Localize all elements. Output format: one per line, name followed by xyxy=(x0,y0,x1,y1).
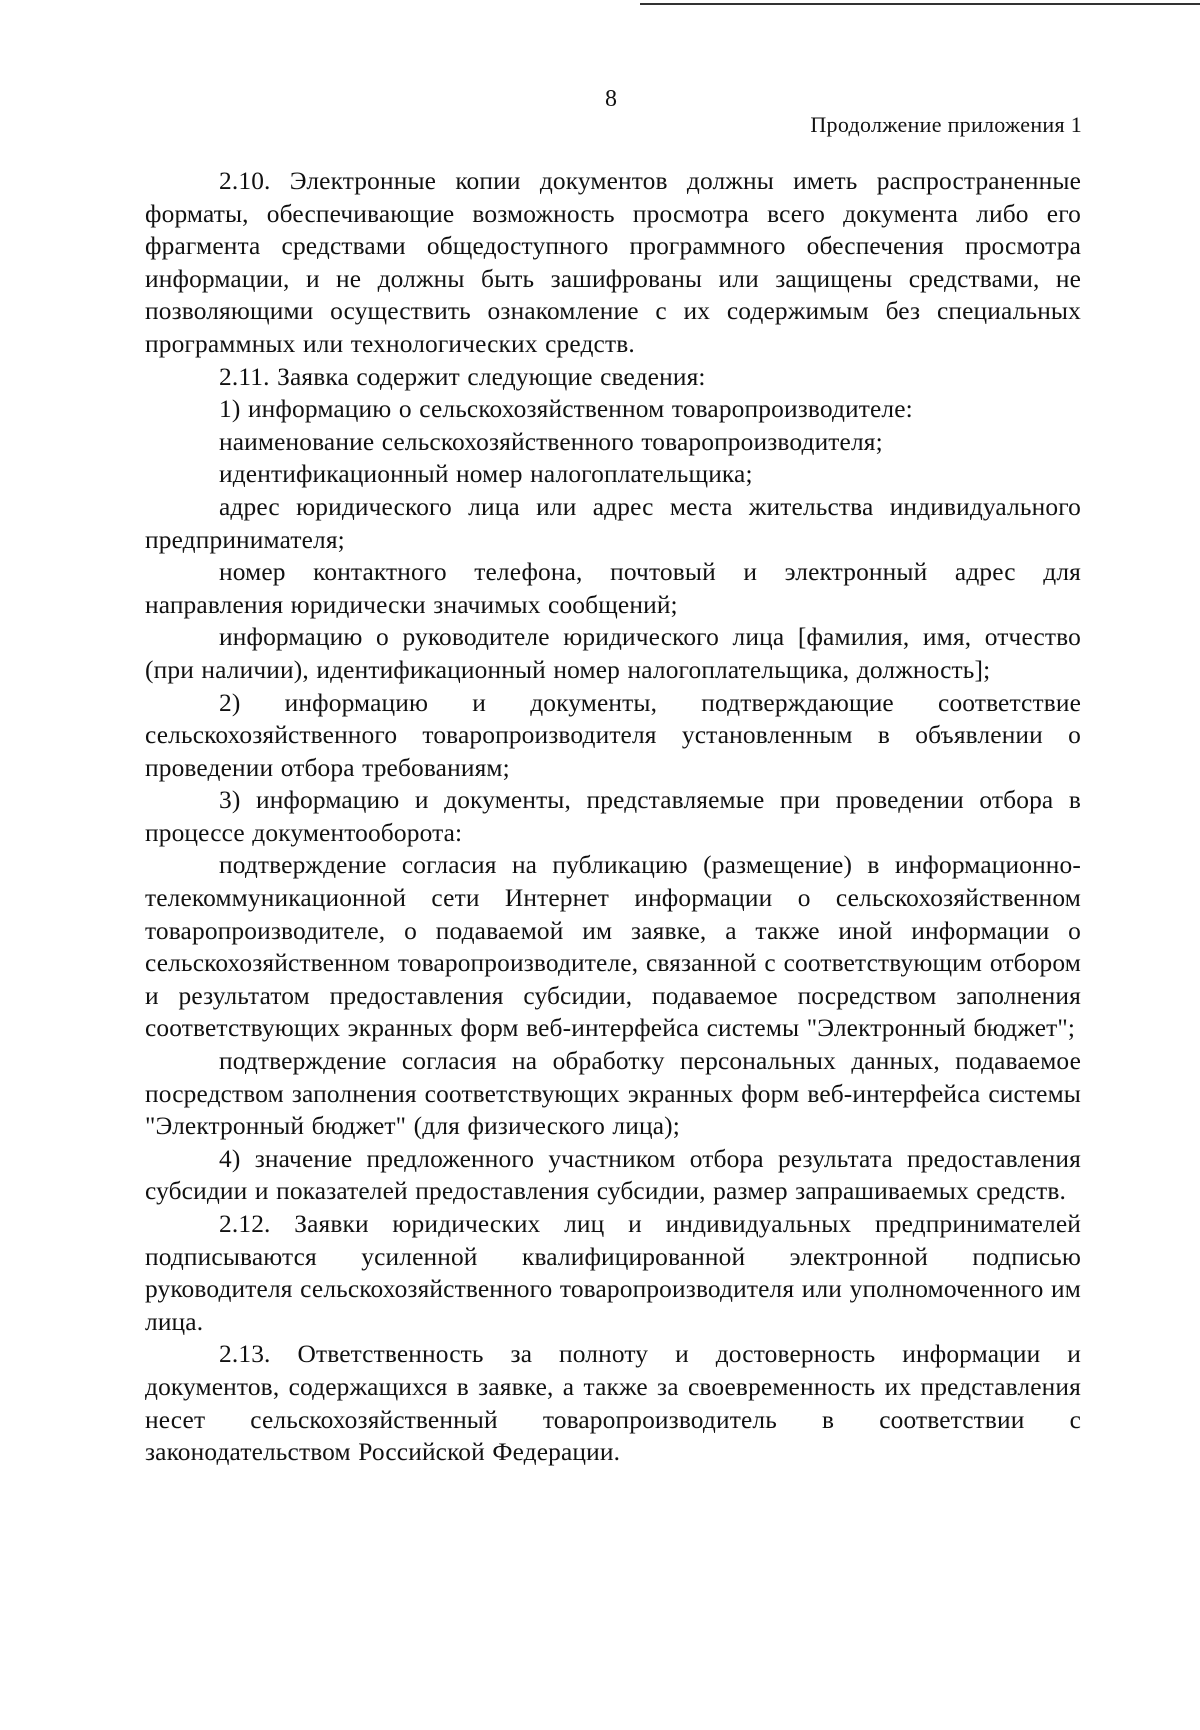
scan-edge-line xyxy=(640,3,1200,5)
sub-item-address: адрес юридического лица или адрес места жительства индивидуального предпринимателя; xyxy=(145,492,1081,554)
sub-item-name: наименование сельскохозяйственного товаропроизводителя; xyxy=(219,427,883,456)
list-item-1: 1) информацию о сельскохозяйственном товаропроизводителе: xyxy=(219,395,913,424)
sub-item-personal-data-consent: подтверждение согласия на обработку персональных данных, подаваемое посредством заполнения соответствующих экранных форм веб-интерфейса системы "Электронный бюджет" (для физического лица); xyxy=(145,1047,1081,1141)
list-item-4: 4) значение предложенного участником отбора результата предоставления субсидии и показателей предоставления субсидии, размер запрашиваемых средств. xyxy=(145,1144,1081,1206)
paragraph-2-12: 2.12. Заявки юридических лиц и индивидуальных предпринимателей подписываются усиленной квалифицированной электронной подписью руководителя сельскохозяйственного товаропроизводителя или уполномоченного им лица. xyxy=(145,1210,1081,1336)
sub-item-head-info: информацию о руководителе юридического лица [фамилия, имя, отчество (при наличии), идентификационный номер налогоплательщика, должность]; xyxy=(145,623,1081,684)
paragraph-2-13: 2.13. Ответственность за полноту и достоверность информации и документов, содержащихся в заявке, а также за своевременность их представления несет сельскохозяйственный товаропроизводитель в соответствии с законодательством Российской Федерации. xyxy=(145,1340,1081,1467)
list-item-2: 2) информацию и документы, подтверждающие соответствие сельскохозяйственного товаропроизводителя установленным в объявлении о проведении отбора требованиям; xyxy=(145,688,1081,782)
paragraph-2-11: 2.11. Заявка содержит следующие сведения: xyxy=(219,362,706,391)
sub-item-publication-consent: подтверждение согласия на публикацию (размещение) в информационно-телекоммуникационной сети Интернет информации о сельскохозяйственном товаропроизводителе, о подаваемой им заявке, а также иной информации о сельскохозяйственном товаропроизводителе, связанной с соответствующим отбором и результатом предоставления субсидии, подаваемое посредством заполнения соответствующих экранных форм веб-интерфейса системы "Электронный бюджет"; xyxy=(145,851,1081,1043)
appendix-continuation-note: Продолжение приложения 1 xyxy=(810,112,1082,137)
list-item-3: 3) информацию и документы, представляемые при проведении отбора в процессе документооборота: xyxy=(145,786,1081,847)
page-number: 8 xyxy=(605,86,617,112)
sub-item-contacts: номер контактного телефона, почтовый и электронный адрес для направления юридически значимых сообщений; xyxy=(145,558,1081,619)
document-body xyxy=(145,165,1081,1469)
sub-item-inn: идентификационный номер налогоплательщика; xyxy=(219,460,753,489)
paragraph-2-10: 2.10. Электронные копии документов должны иметь распространенные форматы, обеспечивающие возможность просмотра всего документа либо его фрагмента средствами общедоступного программного обеспечения просмотра информации, и не должны быть зашифрованы или защищены средствами, не позволяющими осуществить ознакомление с их содержимым без специальных программных или технологических средств. xyxy=(145,167,1081,358)
